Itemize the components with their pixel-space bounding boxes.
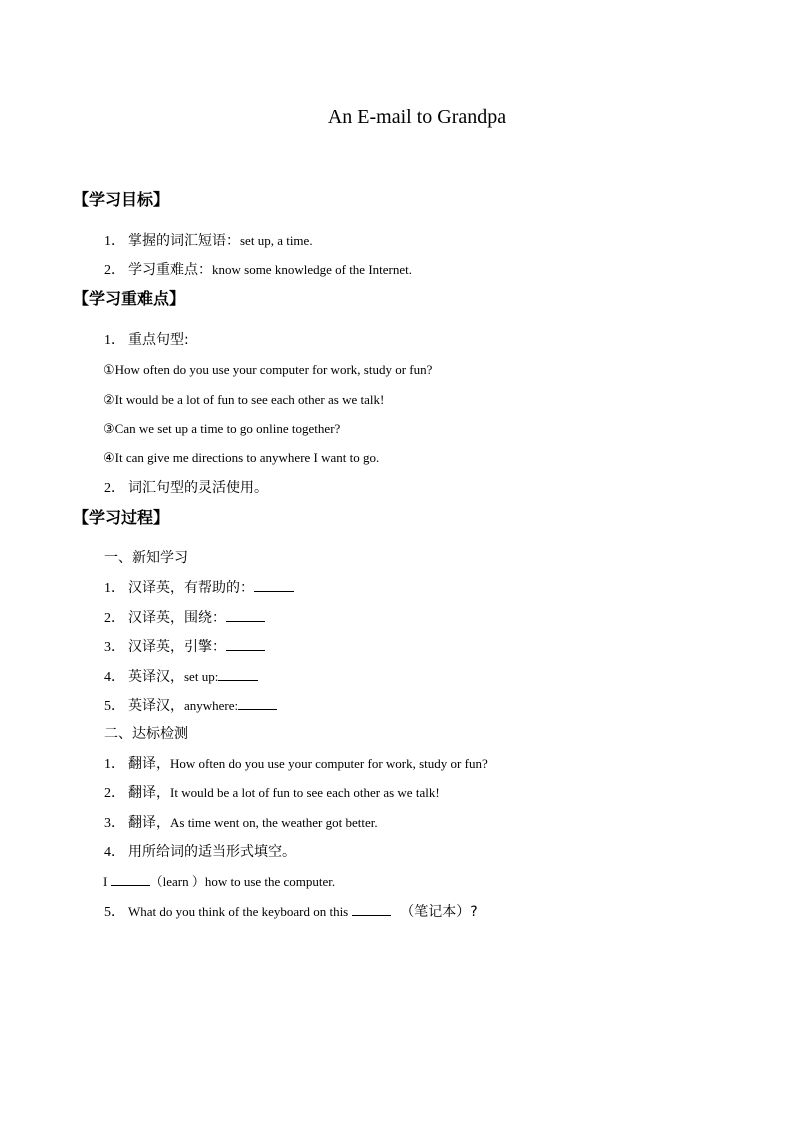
- item-label: 翻译，: [128, 785, 170, 801]
- item-text: I: [103, 874, 108, 889]
- item-label: 掌握的词汇短语：: [128, 233, 240, 249]
- answer-blank[interactable]: [218, 666, 258, 681]
- test-item-1: [104, 754, 488, 775]
- item-text: As time went on, the weather got better.: [170, 815, 378, 830]
- answer-blank[interactable]: [238, 695, 277, 710]
- fill-in-line: [103, 871, 335, 892]
- answer-blank[interactable]: [111, 871, 150, 886]
- new-item-2: [104, 607, 265, 629]
- key-sentence-1: ①How often do you use your computer for work, study or fun?: [103, 362, 433, 377]
- test-item-4: [104, 842, 296, 863]
- item-number: 1．: [104, 581, 125, 596]
- page-title: An E-mail to Grandpa: [327, 106, 507, 128]
- item-number: 2．: [104, 481, 125, 496]
- item-text: How often do you use your computer for work, study or fun?: [170, 756, 488, 771]
- answer-blank[interactable]: [226, 607, 265, 622]
- item-label: 词汇句型的灵活使用。: [128, 480, 268, 496]
- process-heading: 【学习过程】: [73, 508, 170, 527]
- item-label: 学习重难点：: [128, 262, 212, 278]
- item-number: 1．: [104, 333, 125, 348]
- answer-blank[interactable]: [226, 636, 265, 651]
- item-number: 1．: [104, 757, 125, 772]
- item-number: 3．: [104, 640, 125, 655]
- word-hint: （笔记本）?: [400, 904, 478, 920]
- item-label: 重点句型:: [128, 332, 189, 348]
- goal-item-1: [104, 231, 313, 252]
- item-number: 4．: [104, 670, 125, 685]
- section-self-test: 二、达标检测: [104, 726, 188, 742]
- key-sentence-3: ③Can we set up a time to go online together?: [103, 421, 341, 436]
- goals-heading: 【学习目标】: [73, 190, 170, 209]
- key-point-item-1: [104, 330, 189, 351]
- item-label: 用所给词的适当形式填空。: [128, 844, 296, 860]
- new-item-5: [104, 695, 277, 717]
- answer-blank[interactable]: [254, 577, 294, 592]
- section-new-learning: 一、新知学习: [104, 550, 188, 566]
- item-number: 5．: [104, 905, 125, 920]
- item-label: 英译汉，: [128, 698, 184, 714]
- item-label: 翻译，: [128, 815, 170, 831]
- item-label: 汉译英，有帮助的：: [128, 580, 254, 596]
- item-number: 1．: [104, 234, 125, 249]
- goal-item-2: [104, 260, 412, 281]
- key-points-heading: 【学习重难点】: [73, 289, 186, 308]
- item-text: anywhere:: [184, 698, 239, 713]
- test-item-5: [104, 901, 478, 923]
- item-text: What do you think of the keyboard on this: [128, 904, 349, 919]
- new-item-4: [104, 666, 258, 688]
- new-item-3: [104, 636, 265, 658]
- new-item-1: [104, 577, 294, 599]
- item-label: 汉译英，引擎：: [128, 639, 226, 655]
- item-number: 2．: [104, 263, 125, 278]
- item-number: 4．: [104, 845, 125, 860]
- test-item-2: [104, 783, 440, 804]
- item-number: 5．: [104, 699, 125, 714]
- key-sentence-2: ②It would be a lot of fun to see each other as we talk!: [103, 392, 385, 407]
- key-sentence-4: ④It can give me directions to anywhere I want to go.: [103, 450, 380, 465]
- item-label: 英译汉，: [128, 669, 184, 685]
- answer-blank[interactable]: [352, 901, 391, 916]
- item-number: 3．: [104, 816, 125, 831]
- item-label: 汉译英，围绕：: [128, 610, 226, 626]
- item-number: 2．: [104, 611, 125, 626]
- item-text: set up, a time.: [240, 233, 313, 248]
- test-item-3: [104, 813, 378, 834]
- item-text: set up:: [184, 669, 219, 684]
- item-text: It would be a lot of fun to see each other as we talk!: [170, 785, 440, 800]
- item-label: 翻译，: [128, 756, 170, 772]
- key-point-item-2: [104, 478, 268, 499]
- item-number: 2．: [104, 786, 125, 801]
- word-hint: （learn ）how to use the computer.: [149, 874, 336, 889]
- item-text: know some knowledge of the Internet.: [212, 262, 413, 277]
